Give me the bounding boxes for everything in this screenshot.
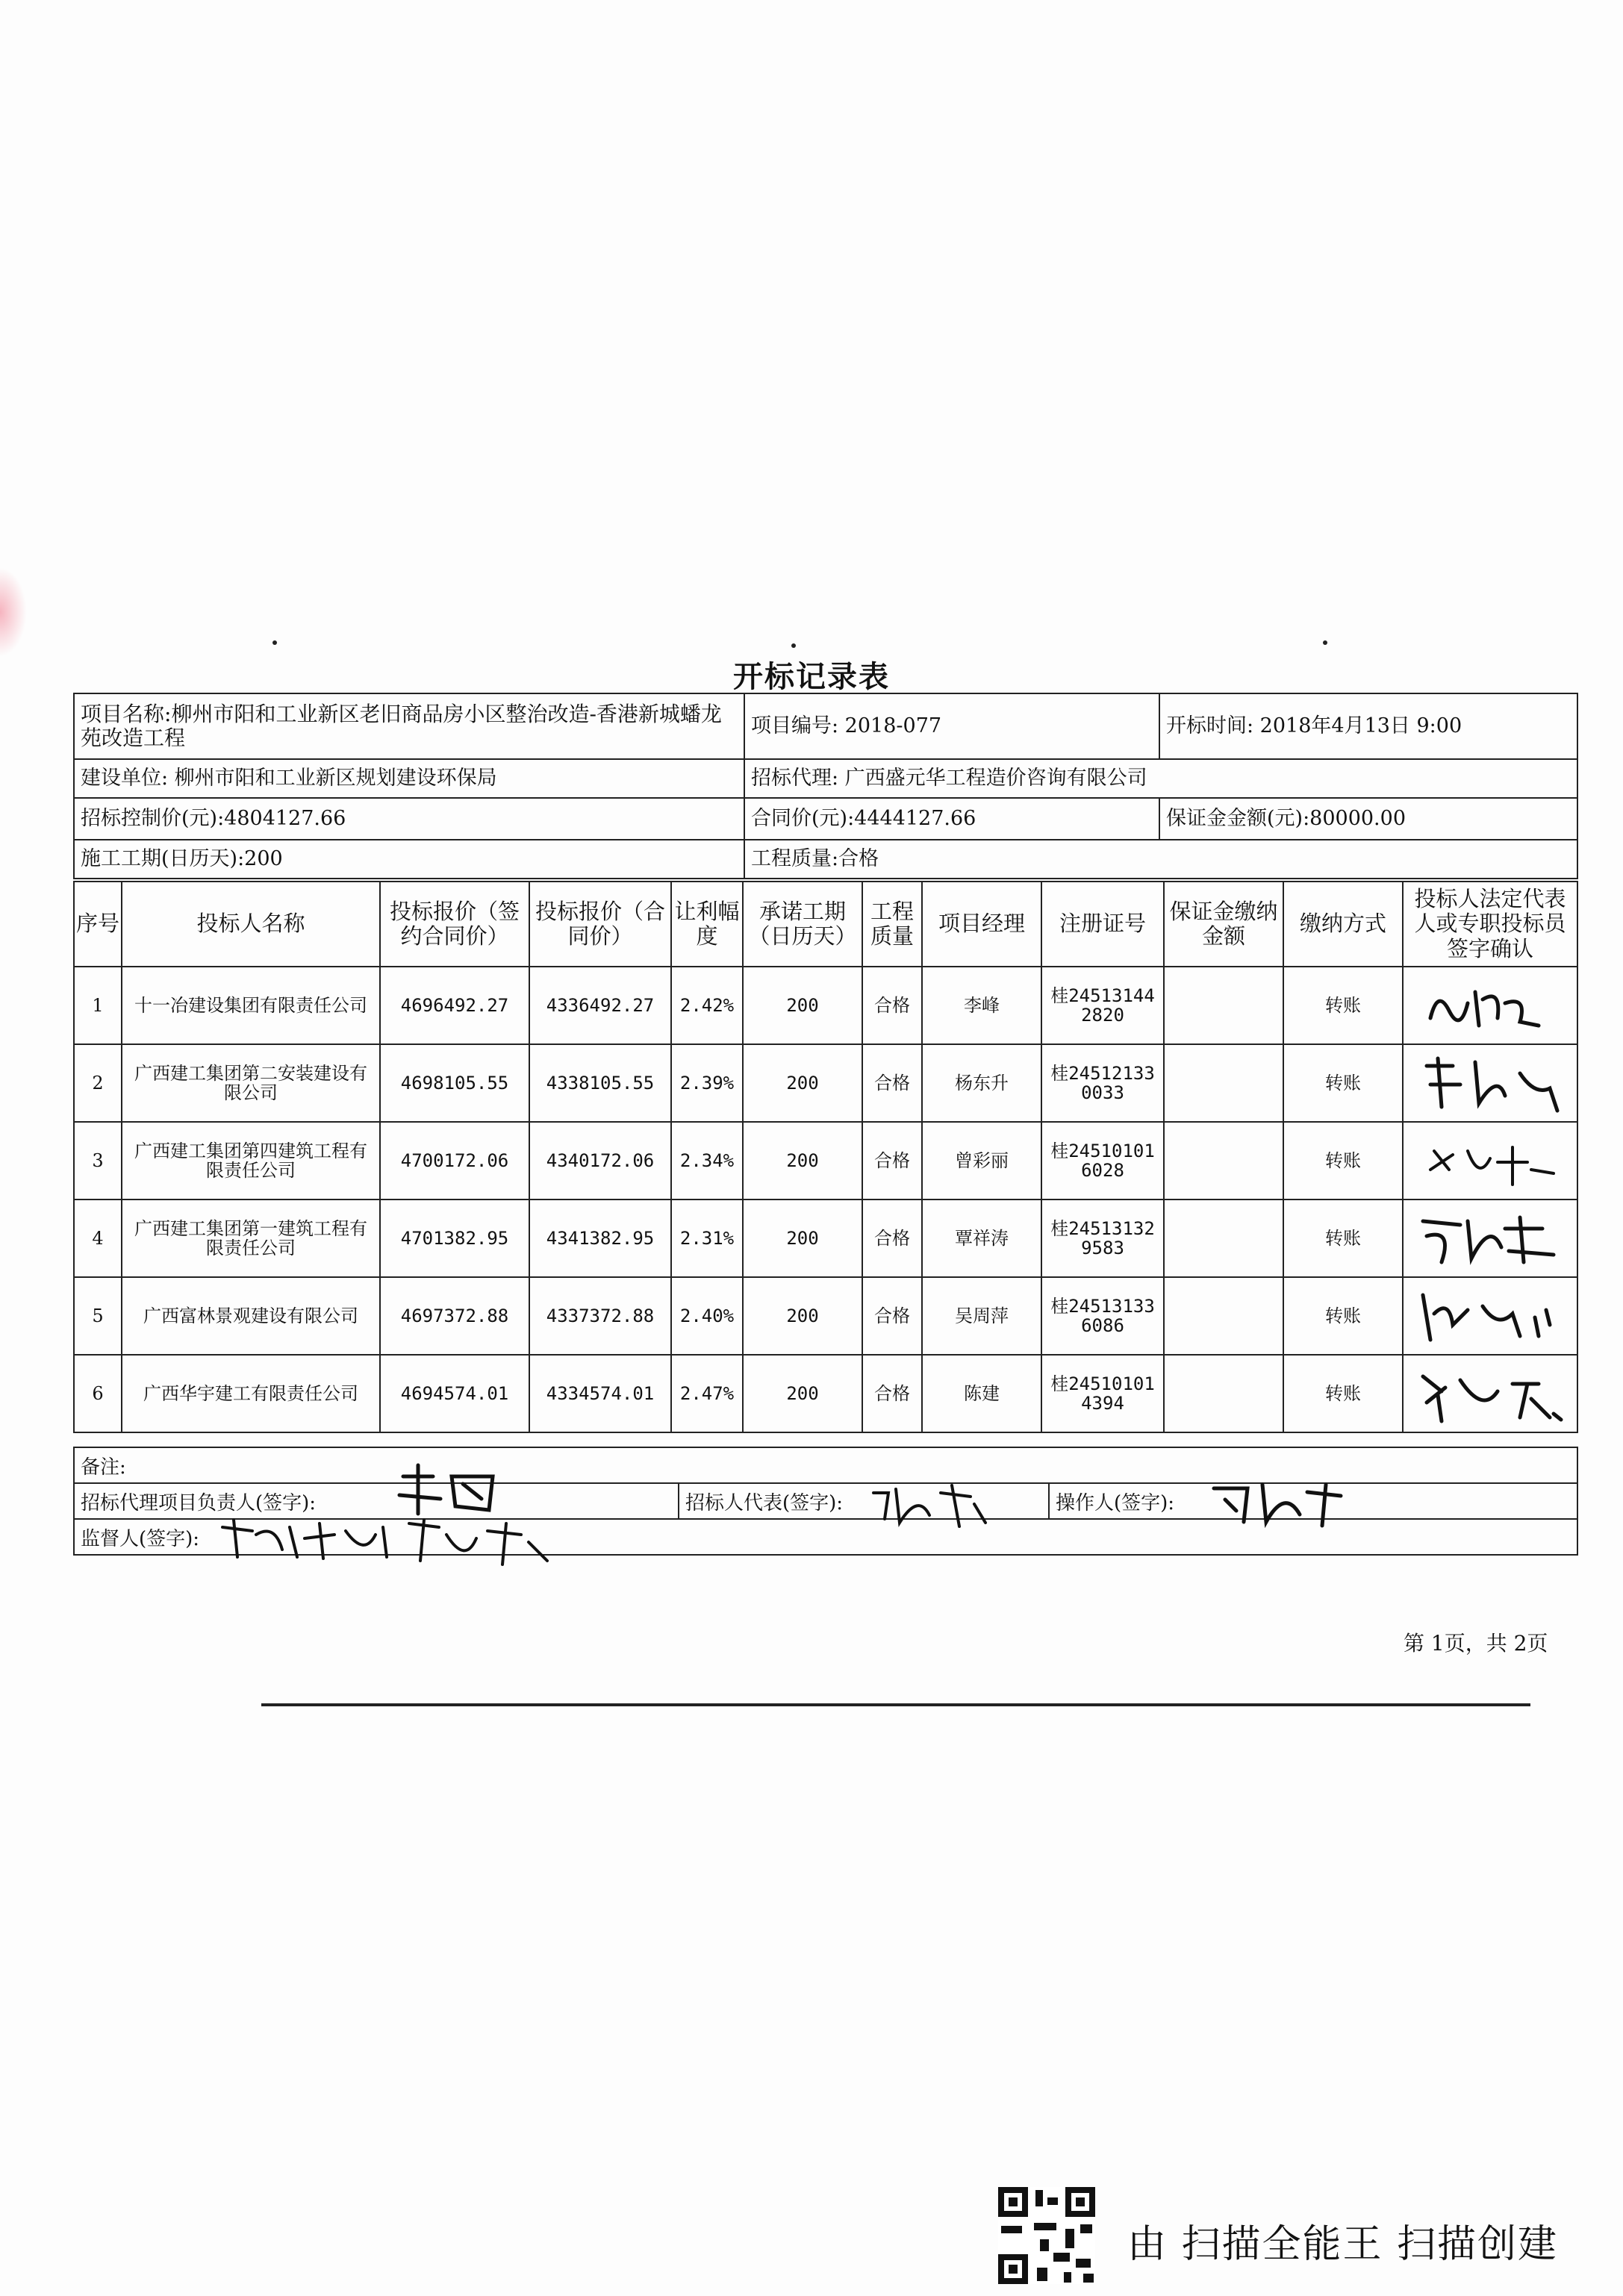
bidder-name: 广西建工集团第二安装建设有限公司 <box>122 1044 380 1122</box>
bid-contract-price: 4701382.95 <box>380 1200 529 1277</box>
bidder-name: 广西华宇建工有限责任公司 <box>122 1355 380 1432</box>
project-manager: 陈建 <box>922 1355 1041 1432</box>
registration-no: 桂245131329583 <box>1041 1200 1164 1277</box>
promised-days: 200 <box>743 1277 862 1355</box>
bid-price: 4338105.55 <box>529 1044 671 1122</box>
bidder-signature <box>1403 967 1577 1044</box>
quality: 合格 <box>862 1044 922 1122</box>
payment-method: 转账 <box>1283 1277 1403 1355</box>
speck <box>272 640 277 645</box>
bidder-signature <box>1403 1355 1577 1432</box>
registration-no: 桂245101014394 <box>1041 1355 1164 1432</box>
horizontal-rule <box>261 1703 1530 1706</box>
quality: 合格 <box>862 1355 922 1432</box>
row-no: 5 <box>74 1277 122 1355</box>
col-header-signature: 投标人法定代表人或专职投标员签字确认 <box>1403 882 1577 967</box>
payment-method: 转账 <box>1283 1200 1403 1277</box>
footer-table <box>73 1447 1578 1556</box>
bidder-name: 广西富林景观建设有限公司 <box>122 1277 380 1355</box>
bidder-signature <box>1403 1200 1577 1277</box>
col-header-days: 承诺工期（日历天） <box>743 882 862 967</box>
col-header-manager: 项目经理 <box>922 882 1041 967</box>
deposit-paid <box>1164 1044 1283 1122</box>
project-manager: 吴周萍 <box>922 1277 1041 1355</box>
paper-stain <box>0 567 27 657</box>
handwritten-signature-image <box>1408 1129 1572 1194</box>
bidder-name: 十一冶建设集团有限责任公司 <box>122 967 380 1044</box>
bidder-name: 广西建工集团第四建筑工程有限责任公司 <box>122 1122 380 1200</box>
table-row <box>74 1044 1577 1122</box>
row-no: 4 <box>74 1200 122 1277</box>
tenderer-rep-label: 招标人代表(签字): <box>685 1491 844 1514</box>
deposit-paid <box>1164 1355 1283 1432</box>
handwritten-signature-image <box>215 1512 603 1566</box>
registration-no: 桂245131336086 <box>1041 1277 1164 1355</box>
row-no: 1 <box>74 967 122 1044</box>
payment-method: 转账 <box>1283 1044 1403 1122</box>
bid-contract-price: 4697372.88 <box>380 1277 529 1355</box>
project-quality: 工程质量:合格 <box>744 840 1577 879</box>
project-name-cell <box>74 693 744 759</box>
speck <box>1323 640 1327 645</box>
construction-unit: 建设单位: 柳州市阳和工业新区规划建设环保局 <box>74 759 744 798</box>
bid-price: 4334574.01 <box>529 1355 671 1432</box>
bids-table <box>73 881 1578 1433</box>
deposit-paid <box>1164 1277 1283 1355</box>
handwritten-signature-image <box>1408 1206 1572 1272</box>
discount: 2.31% <box>671 1200 743 1277</box>
col-header-bidder: 投标人名称 <box>122 882 380 967</box>
bidder-signature <box>1403 1122 1577 1200</box>
col-header-quality: 工程质量 <box>862 882 922 967</box>
bidder-name: 广西建工集团第一建筑工程有限责任公司 <box>122 1200 380 1277</box>
project-manager: 覃祥涛 <box>922 1200 1041 1277</box>
discount: 2.39% <box>671 1044 743 1122</box>
tender-agent: 招标代理: 广西盛元华工程造价咨询有限公司 <box>744 759 1577 798</box>
deposit-paid <box>1164 967 1283 1044</box>
table-row <box>74 967 1577 1044</box>
discount: 2.34% <box>671 1122 743 1200</box>
tenderer-rep-signature-cell <box>679 1483 1049 1519</box>
handwritten-signature-image <box>1408 1051 1572 1117</box>
handwritten-signature-image <box>1408 1361 1572 1427</box>
table-header-row <box>74 882 1577 967</box>
row-no: 3 <box>74 1122 122 1200</box>
construction-duration: 施工工期(日历天):200 <box>74 840 744 879</box>
project-manager: 曾彩丽 <box>922 1122 1041 1200</box>
bid-price: 4341382.95 <box>529 1200 671 1277</box>
deposit-paid <box>1164 1122 1283 1200</box>
project-number: 项目编号: 2018-077 <box>744 693 1159 759</box>
bidder-signature <box>1403 1044 1577 1122</box>
supervisor-signature-cell <box>74 1519 1577 1555</box>
col-header-bid: 投标报价（合同价） <box>529 882 671 967</box>
contract-price: 合同价(元):4444127.66 <box>744 798 1159 840</box>
registration-no: 桂245101016028 <box>1041 1122 1164 1200</box>
project-info-table <box>73 693 1578 879</box>
speck <box>791 643 796 648</box>
col-header-reg-no: 注册证号 <box>1041 882 1164 967</box>
project-name: 柳州市阳和工业新区老旧商品房小区整治改造-香港新城蟠龙苑改造工程 <box>81 701 722 750</box>
remarks-row: 备注: <box>74 1447 1577 1483</box>
bid-price: 4337372.88 <box>529 1277 671 1355</box>
bid-contract-price: 4698105.55 <box>380 1044 529 1122</box>
promised-days: 200 <box>743 1355 862 1432</box>
opening-time: 开标时间: 2018年4月13日 9:00 <box>1159 693 1577 759</box>
registration-no: 桂245131442820 <box>1041 967 1164 1044</box>
handwritten-signature-image <box>1408 973 1572 1039</box>
project-manager: 杨东升 <box>922 1044 1041 1122</box>
table-row <box>74 1200 1577 1277</box>
page-title: 开标记录表 <box>733 660 890 694</box>
row-no: 6 <box>74 1355 122 1432</box>
quality: 合格 <box>862 1277 922 1355</box>
bid-contract-price: 4694574.01 <box>380 1355 529 1432</box>
payment-method: 转账 <box>1283 1355 1403 1432</box>
col-header-deposit: 保证金缴纳金额 <box>1164 882 1283 967</box>
deposit-paid <box>1164 1200 1283 1277</box>
discount: 2.47% <box>671 1355 743 1432</box>
table-row <box>74 1122 1577 1200</box>
promised-days: 200 <box>743 1044 862 1122</box>
quality: 合格 <box>862 1200 922 1277</box>
qr-code-icon <box>998 2187 1095 2284</box>
handwritten-signature-image <box>1408 1284 1572 1350</box>
col-header-no: 序号 <box>74 882 122 967</box>
discount: 2.42% <box>671 967 743 1044</box>
bid-opening-sheet <box>73 693 1577 1557</box>
project-name-label: 项目名称: <box>81 701 172 726</box>
quality: 合格 <box>862 967 922 1044</box>
payment-method: 转账 <box>1283 967 1403 1044</box>
promised-days: 200 <box>743 1200 862 1277</box>
table-row <box>74 1355 1577 1432</box>
table-row <box>74 1277 1577 1355</box>
discount: 2.40% <box>671 1277 743 1355</box>
promised-days: 200 <box>743 1122 862 1200</box>
payment-method: 转账 <box>1283 1122 1403 1200</box>
bid-contract-price: 4696492.27 <box>380 967 529 1044</box>
deposit-amount: 保证金金额(元):80000.00 <box>1159 798 1577 840</box>
scanner-caption: 由 扫描全能王 扫描创建 <box>1127 2222 1559 2267</box>
col-header-discount: 让利幅度 <box>671 882 743 967</box>
operator-signature-cell <box>1049 1483 1577 1519</box>
control-price: 招标控制价(元):4804127.66 <box>74 798 744 840</box>
registration-no: 桂245121330033 <box>1041 1044 1164 1122</box>
agent-lead-label: 招标代理项目负责人(签字): <box>81 1491 317 1514</box>
project-manager: 李峰 <box>922 967 1041 1044</box>
bid-contract-price: 4700172.06 <box>380 1122 529 1200</box>
bid-price: 4340172.06 <box>529 1122 671 1200</box>
col-header-method: 缴纳方式 <box>1283 882 1403 967</box>
operator-label: 操作人(签字): <box>1056 1491 1175 1514</box>
page-number: 第 1页，共 2页 <box>1404 1631 1548 1656</box>
bidder-signature <box>1403 1277 1577 1355</box>
bid-price: 4336492.27 <box>529 967 671 1044</box>
promised-days: 200 <box>743 967 862 1044</box>
row-no: 2 <box>74 1044 122 1122</box>
supervisor-label: 监督人(签字): <box>81 1527 200 1550</box>
quality: 合格 <box>862 1122 922 1200</box>
col-header-bid-contract: 投标报价（签约合同价） <box>380 882 529 967</box>
